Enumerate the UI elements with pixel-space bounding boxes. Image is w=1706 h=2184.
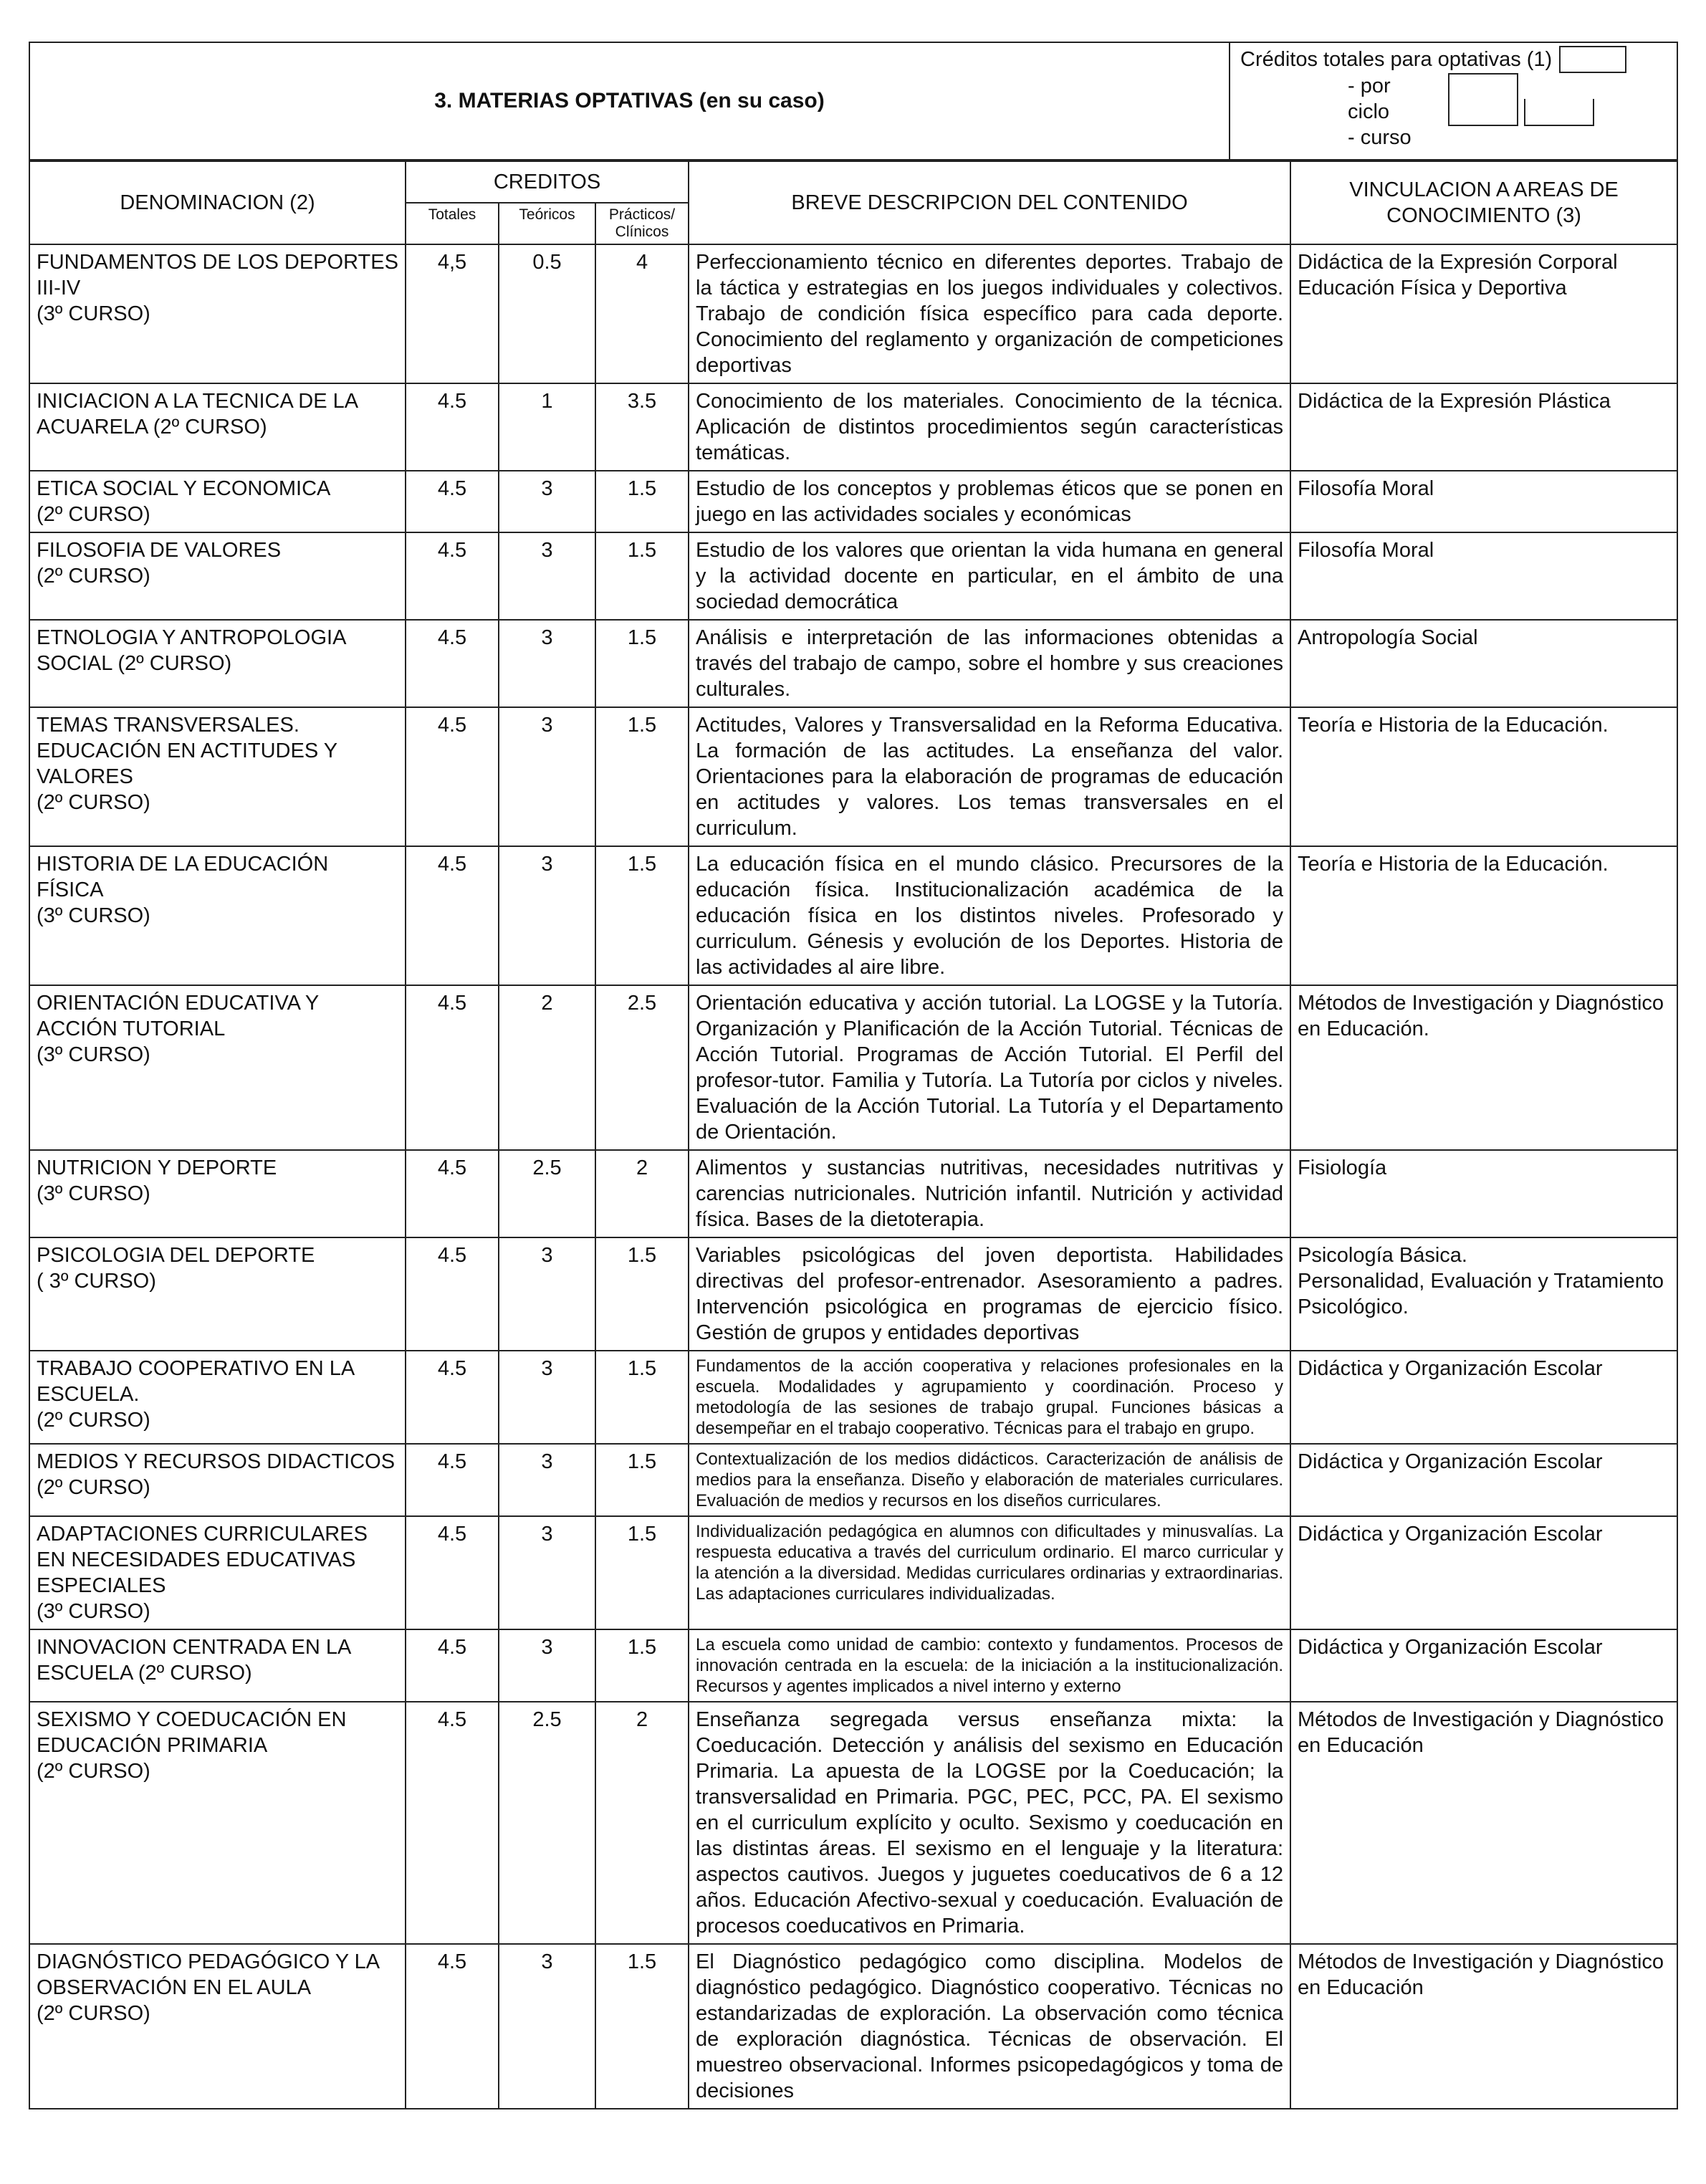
credits-totales: 4.5 <box>406 1351 499 1444</box>
knowledge-area: Didáctica y Organización Escolar <box>1290 1516 1677 1629</box>
content-description: El Diagnóstico pedagógico como disciplina. Modelos de diagnóstico pedagógico. Diagnóstico cooperativo. Técnicas no estandarizadas de exploración. La observación como técnica de exploración diagnóstica. Técnicas de observación. El muestreo observacional. Informes psicopedagógicos y toma de decisiones <box>689 1944 1290 2109</box>
table-row <box>29 1702 1677 1944</box>
credits-teoricos: 2 <box>499 985 595 1150</box>
credits-practicos: 1.5 <box>595 1516 689 1629</box>
subject-name: FUNDAMENTOS DE LOS DEPORTES III-IV (3º CURSO) <box>29 244 406 383</box>
knowledge-area: Filosofía Moral <box>1290 471 1677 532</box>
knowledge-area: Métodos de Investigación y Diagnóstico en Educación <box>1290 1702 1677 1944</box>
subject-name: DIAGNÓSTICO PEDAGÓGICO Y LA OBSERVACIÓN EN EL AULA (2º CURSO) <box>29 1944 406 2109</box>
subject-name: HISTORIA DE LA EDUCACIÓN FÍSICA (3º CURSO) <box>29 846 406 985</box>
subject-name: INICIACION A LA TECNICA DE LA ACUARELA (2º CURSO) <box>29 383 406 471</box>
subject-name: PSICOLOGIA DEL DEPORTE ( 3º CURSO) <box>29 1237 406 1351</box>
credits-practicos: 1.5 <box>595 846 689 985</box>
table-row <box>29 471 1677 532</box>
credits-summary <box>1230 42 1677 160</box>
knowledge-area: Didáctica y Organización Escolar <box>1290 1444 1677 1516</box>
content-description: Fundamentos de la acción cooperativa y relaciones profesionales en la escuela. Modalidades y agrupamiento y coordinación. Proceso y metodología de las sesiones de trabajo grupal. Funciones básicas a desempeñar en el trabajo cooperativo. Técnicas para el trabajo en grupo. <box>689 1351 1290 1444</box>
credits-total-label: Créditos totales para optativas (1) <box>1240 48 1553 71</box>
curso-label: - curso <box>1348 126 1412 149</box>
credits-teoricos: 2.5 <box>499 1150 595 1237</box>
credits-practicos: 2 <box>595 1150 689 1237</box>
credits-teoricos: 3 <box>499 532 595 620</box>
content-description: Orientación educativa y acción tutorial. La LOGSE y la Tutoría. Organización y Planificación de la Acción Tutorial. Técnicas de Acción Tutorial. Programas de Acción Tutorial. El Perfil del profesor-tutor. Familia y Tutoría. La Tutoría por ciclos y niveles. Evaluación de la Acción Tutorial. La Tutoría y el Departamento de Orientación. <box>689 985 1290 1150</box>
content-description: Alimentos y sustancias nutritivas, necesidades nutritivas y carencias nutricionales. Nutrición infantil. Nutrición y actividad física. Bases de la dietoterapia. <box>689 1150 1290 1237</box>
subject-name: FILOSOFIA DE VALORES (2º CURSO) <box>29 532 406 620</box>
knowledge-area: Psicología Básica. Personalidad, Evaluación y Tratamiento Psicológico. <box>1290 1237 1677 1351</box>
knowledge-area: Didáctica y Organización Escolar <box>1290 1629 1677 1702</box>
credits-practicos: 1.5 <box>595 1237 689 1351</box>
knowledge-area: Didáctica de la Expresión Corporal Educación Física y Deportiva <box>1290 244 1677 383</box>
table-row <box>29 985 1677 1150</box>
credits-practicos: 4 <box>595 244 689 383</box>
table-row <box>29 1516 1677 1629</box>
content-description: Estudio de los conceptos y problemas éticos que se ponen en juego en las actividades sociales y económicas <box>689 471 1290 532</box>
credits-practicos: 1.5 <box>595 1444 689 1516</box>
credits-teoricos: 1 <box>499 383 595 471</box>
credits-practicos: 1.5 <box>595 1944 689 2109</box>
table-row <box>29 1150 1677 1237</box>
credits-totales: 4.5 <box>406 1237 499 1351</box>
content-description: Actitudes, Valores y Transversalidad en la Reforma Educativa. La formación de las actitudes. La enseñanza del valor. Orientaciones para la elaboración de programas de educación en actitudes y valores. Los temas transversales en el curriculum. <box>689 707 1290 846</box>
table-row <box>29 620 1677 707</box>
credits-totales: 4.5 <box>406 383 499 471</box>
credits-totales: 4.5 <box>406 1516 499 1629</box>
knowledge-area: Didáctica de la Expresión Plástica <box>1290 383 1677 471</box>
table-row <box>29 383 1677 471</box>
knowledge-area: Métodos de Investigación y Diagnóstico en Educación. <box>1290 985 1677 1150</box>
credits-teoricos: 3 <box>499 1444 595 1516</box>
credits-teoricos: 3 <box>499 1516 595 1629</box>
credits-totales: 4.5 <box>406 707 499 846</box>
subject-name: NUTRICION Y DEPORTE (3º CURSO) <box>29 1150 406 1237</box>
table-row <box>29 244 1677 383</box>
content-description: Análisis e interpretación de las informaciones obtenidas a través del trabajo de campo, sobre el hombre y sus creaciones culturales. <box>689 620 1290 707</box>
credits-totales: 4,5 <box>406 244 499 383</box>
credits-practicos: 1.5 <box>595 707 689 846</box>
credits-teoricos: 2.5 <box>499 1702 595 1944</box>
ciclo-label: ciclo <box>1348 100 1390 123</box>
subject-name: INNOVACION CENTRADA EN LA ESCUELA (2º CURSO) <box>29 1629 406 1702</box>
credits-totales: 4.5 <box>406 532 499 620</box>
subject-name: ETNOLOGIA Y ANTROPOLOGIA SOCIAL (2º CURSO) <box>29 620 406 707</box>
optativas-table <box>29 161 1678 2109</box>
content-description: Enseñanza segregada versus enseñanza mixta: la Coeducación. Detección y análisis del sexismo en Educación Primaria. La apuesta de la LOGSE por la Coeducación; la transversalidad en Primaria. PGC, PEC, PCC, PA. El sexismo en el curriculum explícito y oculto. Sexismo y coeducación en las distintas áreas. El sexismo en el lenguaje y la literatura: aspectos cautivos. Juegos y juguetes coeducativos de 6 a 12 años. Educación Afectivo-sexual y coeducación. Evaluación de procesos coeducativos en Primaria. <box>689 1702 1290 1944</box>
credits-practicos: 3.5 <box>595 383 689 471</box>
subject-name: MEDIOS Y RECURSOS DIDACTICOS (2º CURSO) <box>29 1444 406 1516</box>
document-sheet <box>29 42 1677 2109</box>
credits-practicos: 1.5 <box>595 1629 689 1702</box>
ciclo-box[interactable] <box>1448 73 1518 126</box>
table-row <box>29 846 1677 985</box>
col-descripcion: BREVE DESCRIPCION DEL CONTENIDO <box>689 161 1290 244</box>
col-teoricos: Teóricos <box>499 203 595 244</box>
subject-name: SEXISMO Y COEDUCACIÓN EN EDUCACIÓN PRIMARIA (2º CURSO) <box>29 1702 406 1944</box>
credits-totales: 4.5 <box>406 471 499 532</box>
col-denominacion: DENOMINACION (2) <box>29 161 406 244</box>
credits-totales: 4.5 <box>406 846 499 985</box>
credits-teoricos: 3 <box>499 846 595 985</box>
table-row <box>29 1237 1677 1351</box>
knowledge-area: Fisiología <box>1290 1150 1677 1237</box>
credits-totales: 4.5 <box>406 985 499 1150</box>
credits-teoricos: 0.5 <box>499 244 595 383</box>
knowledge-area: Antropología Social <box>1290 620 1677 707</box>
credits-totales: 4.5 <box>406 1629 499 1702</box>
credits-totales: 4.5 <box>406 1444 499 1516</box>
optativas-header-table <box>29 42 1678 161</box>
subject-name: TRABAJO COOPERATIVO EN LA ESCUELA. (2º CURSO) <box>29 1351 406 1444</box>
credits-totales: 4.5 <box>406 620 499 707</box>
table-row <box>29 1351 1677 1444</box>
content-description: Contextualización de los medios didácticos. Caracterización de análisis de medios para la enseñanza. Diseño y elaboración de materiales curriculares. Evaluación de medios y recursos en los diseños curriculares. <box>689 1444 1290 1516</box>
credits-totales: 4.5 <box>406 1702 499 1944</box>
subject-name: ADAPTACIONES CURRICULARES EN NECESIDADES EDUCATIVAS ESPECIALES (3º CURSO) <box>29 1516 406 1629</box>
content-description: La educación física en el mundo clásico. Precursores de la educación física. Institucionalización académica de la educación física en los distintos niveles. Profesorado y curriculum. Génesis y evolución de los Deportes. Historia de las actividades al aire libre. <box>689 846 1290 985</box>
credits-total-box[interactable] <box>1559 46 1626 73</box>
credits-teoricos: 3 <box>499 1629 595 1702</box>
col-creditos: CREDITOS <box>406 161 689 203</box>
table-row <box>29 532 1677 620</box>
credits-teoricos: 3 <box>499 620 595 707</box>
col-practicos: Prácticos/ Clínicos <box>595 203 689 244</box>
por-label: - por <box>1348 75 1391 97</box>
credits-teoricos: 3 <box>499 1237 595 1351</box>
content-description: Conocimiento de los materiales. Conocimiento de la técnica. Aplicación de distintos procedimientos según características temáticas. <box>689 383 1290 471</box>
curso-box[interactable] <box>1524 99 1594 126</box>
content-description: Individualización pedagógica en alumnos con dificultades y minusvalías. La respuesta educativa a través del curriculum ordinario. El marco curricular y la atención a la diversidad. Medidas curriculares ordinarias y extraordinarias. Las adaptaciones curriculares individualizadas. <box>689 1516 1290 1629</box>
knowledge-area: Teoría e Historia de la Educación. <box>1290 846 1677 985</box>
credits-practicos: 1.5 <box>595 1351 689 1444</box>
subject-name: TEMAS TRANSVERSALES. EDUCACIÓN EN ACTITUDES Y VALORES (2º CURSO) <box>29 707 406 846</box>
knowledge-area: Filosofía Moral <box>1290 532 1677 620</box>
credits-practicos: 2 <box>595 1702 689 1944</box>
credits-practicos: 1.5 <box>595 620 689 707</box>
knowledge-area: Métodos de Investigación y Diagnóstico en Educación <box>1290 1944 1677 2109</box>
knowledge-area: Teoría e Historia de la Educación. <box>1290 707 1677 846</box>
content-description: Estudio de los valores que orientan la vida humana en general y la actividad docente en particular, en el ámbito de una sociedad democrática <box>689 532 1290 620</box>
credits-teoricos: 3 <box>499 707 595 846</box>
table-row <box>29 1944 1677 2109</box>
content-description: La escuela como unidad de cambio: contexto y fundamentos. Procesos de innovación centrada en la escuela: de la iniciación a la institucionalización. Recursos y agentes implicados a nivel interno y externo <box>689 1629 1290 1702</box>
col-vinculacion: VINCULACION A AREAS DE CONOCIMIENTO (3) <box>1290 161 1677 244</box>
credits-teoricos: 3 <box>499 471 595 532</box>
section-title: 3. MATERIAS OPTATIVAS (en su caso) <box>29 42 1230 160</box>
credits-practicos: 1.5 <box>595 532 689 620</box>
subject-name: ORIENTACIÓN EDUCATIVA Y ACCIÓN TUTORIAL (3º CURSO) <box>29 985 406 1150</box>
credits-totales: 4.5 <box>406 1150 499 1237</box>
col-totales: Totales <box>406 203 499 244</box>
subject-name: ETICA SOCIAL Y ECONOMICA (2º CURSO) <box>29 471 406 532</box>
credits-teoricos: 3 <box>499 1944 595 2109</box>
credits-totales: 4.5 <box>406 1944 499 2109</box>
content-description: Variables psicológicas del joven deportista. Habilidades directivas del profesor-entrenador. Asesoramiento a padres. Intervención psicológica en programas de ejercicio físico. Gestión de grupos y entidades deportivas <box>689 1237 1290 1351</box>
credits-practicos: 2.5 <box>595 985 689 1150</box>
table-row <box>29 707 1677 846</box>
credits-teoricos: 3 <box>499 1351 595 1444</box>
knowledge-area: Didáctica y Organización Escolar <box>1290 1351 1677 1444</box>
content-description: Perfeccionamiento técnico en diferentes deportes. Trabajo de la táctica y estrategias en los juegos individuales y colectivos. Trabajo de condición física específico para cada deporte. Conocimiento del reglamento y organización de competiciones deportivas <box>689 244 1290 383</box>
table-row <box>29 1444 1677 1516</box>
table-row <box>29 1629 1677 1702</box>
credits-practicos: 1.5 <box>595 471 689 532</box>
